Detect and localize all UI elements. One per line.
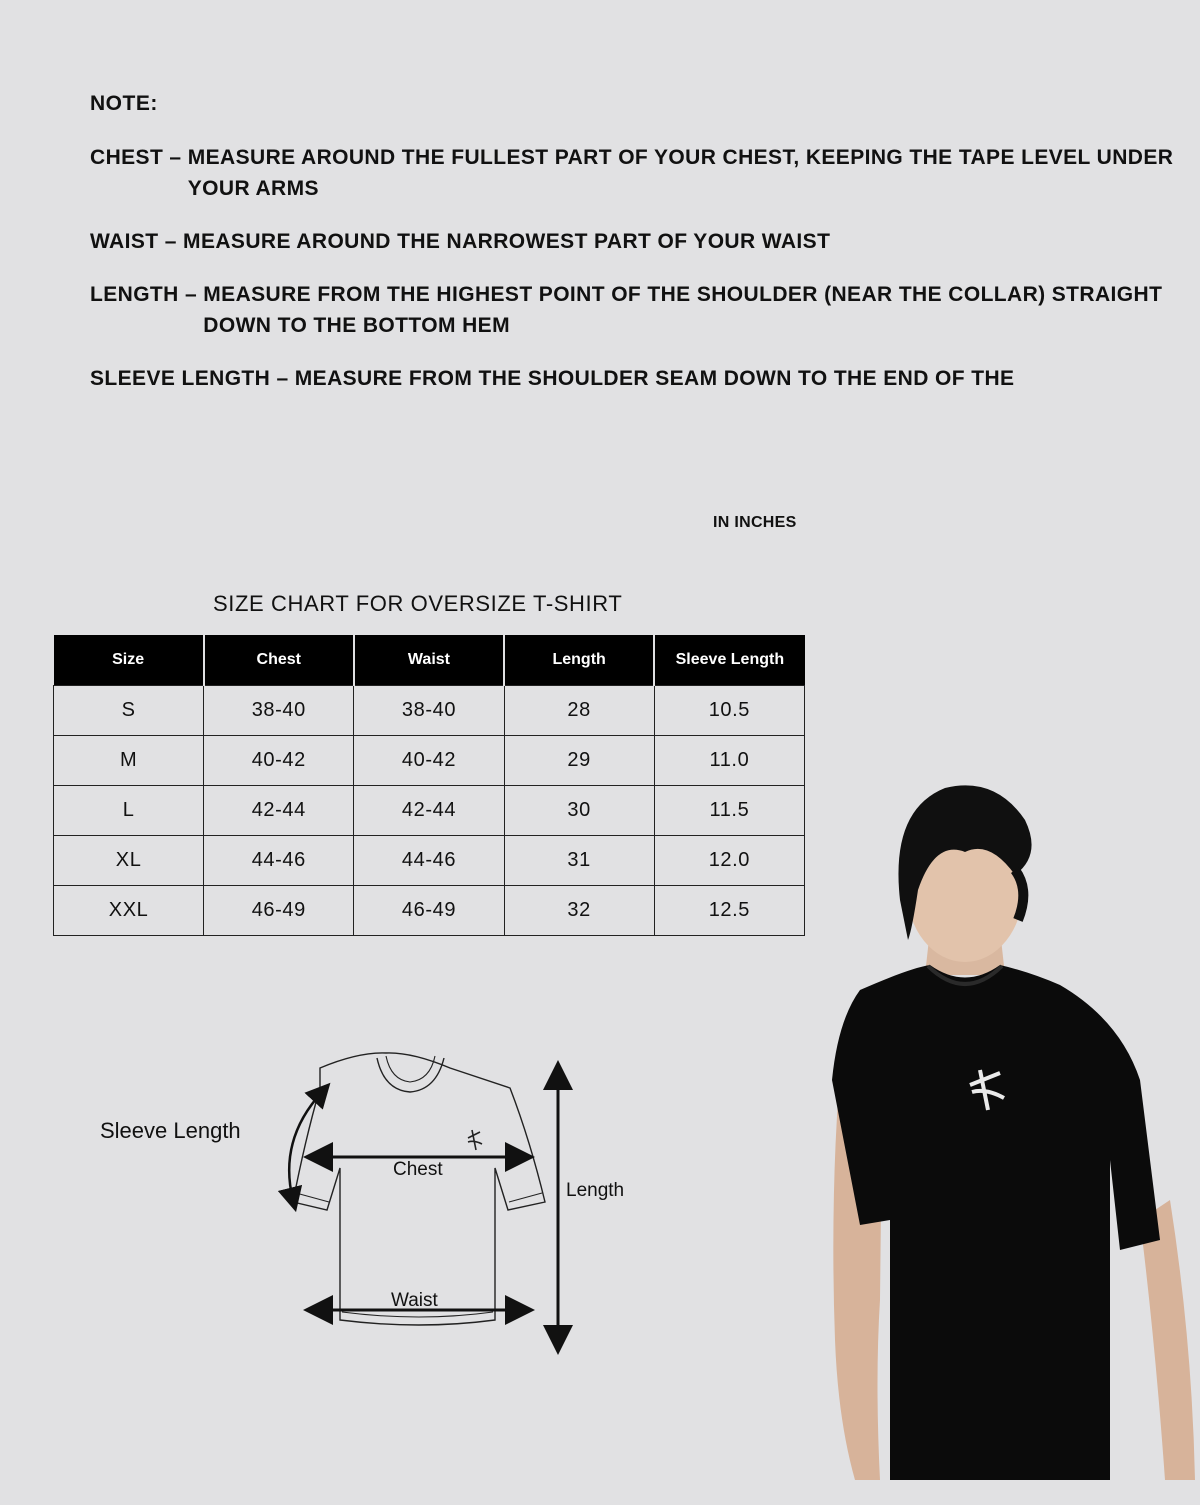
note-text: MEASURE AROUND THE NARROWEST PART OF YOUR WAIST — [183, 230, 831, 253]
note-title: NOTE: — [90, 92, 158, 115]
cell-size: XXL — [54, 886, 204, 936]
cell-waist: 38-40 — [354, 686, 504, 736]
waist-label: Waist — [391, 1290, 438, 1311]
note-text: MEASURE AROUND THE FULLEST PART OF YOUR CHEST, KEEPING THE TAPE LEVEL UNDER YOUR ARMS — [187, 146, 1174, 200]
cell-sleeve-length: 11.5 — [654, 786, 804, 836]
table-row — [54, 836, 805, 886]
cell-size: XL — [54, 836, 204, 886]
cell-size: S — [54, 686, 204, 736]
cell-waist: 44-46 — [354, 836, 504, 886]
cell-length: 31 — [504, 836, 654, 886]
table-row — [54, 886, 805, 936]
measurement-notes — [90, 92, 1190, 416]
table-header-row — [54, 635, 805, 686]
unit-label: IN INCHES — [713, 514, 797, 531]
cell-length: 28 — [504, 686, 654, 736]
model-photo — [820, 780, 1200, 1500]
table-row — [54, 736, 805, 786]
note-text: MEASURE FROM THE SHOULDER SEAM DOWN TO THE END OF THE — [294, 367, 1015, 390]
cell-chest: 40-42 — [204, 736, 354, 786]
cell-waist: 40-42 — [354, 736, 504, 786]
note-chest — [90, 142, 1190, 204]
note-length — [90, 279, 1190, 341]
chest-label: Chest — [393, 1159, 443, 1180]
header-chest: Chest — [204, 635, 354, 686]
cell-waist: 46-49 — [354, 886, 504, 936]
header-length: Length — [504, 635, 654, 686]
table-row — [54, 686, 805, 736]
cell-length: 30 — [504, 786, 654, 836]
cell-chest: 46-49 — [204, 886, 354, 936]
length-label: Length — [566, 1180, 625, 1201]
cell-chest: 42-44 — [204, 786, 354, 836]
cell-length: 29 — [504, 736, 654, 786]
note-label: SLEEVE LENGTH – — [90, 367, 295, 390]
header-sleeve-length: Sleeve Length — [654, 635, 804, 686]
note-label: CHEST – — [90, 146, 188, 169]
size-table — [53, 635, 805, 936]
cell-chest: 38-40 — [204, 686, 354, 736]
note-text: MEASURE FROM THE HIGHEST POINT OF THE SHOULDER (NEAR THE COLLAR) STRAIGHT DOWN TO THE BOTTOM HEM — [203, 283, 1163, 337]
cell-length: 32 — [504, 886, 654, 936]
cell-size: L — [54, 786, 204, 836]
note-sleeve-length — [90, 363, 1190, 394]
note-label: LENGTH – — [90, 283, 204, 306]
header-waist: Waist — [354, 635, 504, 686]
cell-size: M — [54, 736, 204, 786]
cell-sleeve-length: 11.0 — [654, 736, 804, 786]
header-size: Size — [54, 635, 204, 686]
note-label: WAIST – — [90, 230, 184, 253]
note-waist — [90, 226, 1190, 257]
cell-waist: 42-44 — [354, 786, 504, 836]
model-in-black-tshirt-icon — [820, 780, 1200, 1500]
table-row — [54, 786, 805, 836]
sleeve-length-label: Sleeve Length — [100, 1118, 241, 1143]
cell-chest: 44-46 — [204, 836, 354, 886]
cell-sleeve-length: 12.5 — [654, 886, 804, 936]
cell-sleeve-length: 10.5 — [654, 686, 804, 736]
size-chart-title: SIZE CHART FOR OVERSIZE T-SHIRT — [213, 591, 623, 616]
tshirt-outline-icon — [90, 1050, 670, 1360]
cell-sleeve-length: 12.0 — [654, 836, 804, 886]
tshirt-measurement-diagram — [90, 1050, 670, 1360]
